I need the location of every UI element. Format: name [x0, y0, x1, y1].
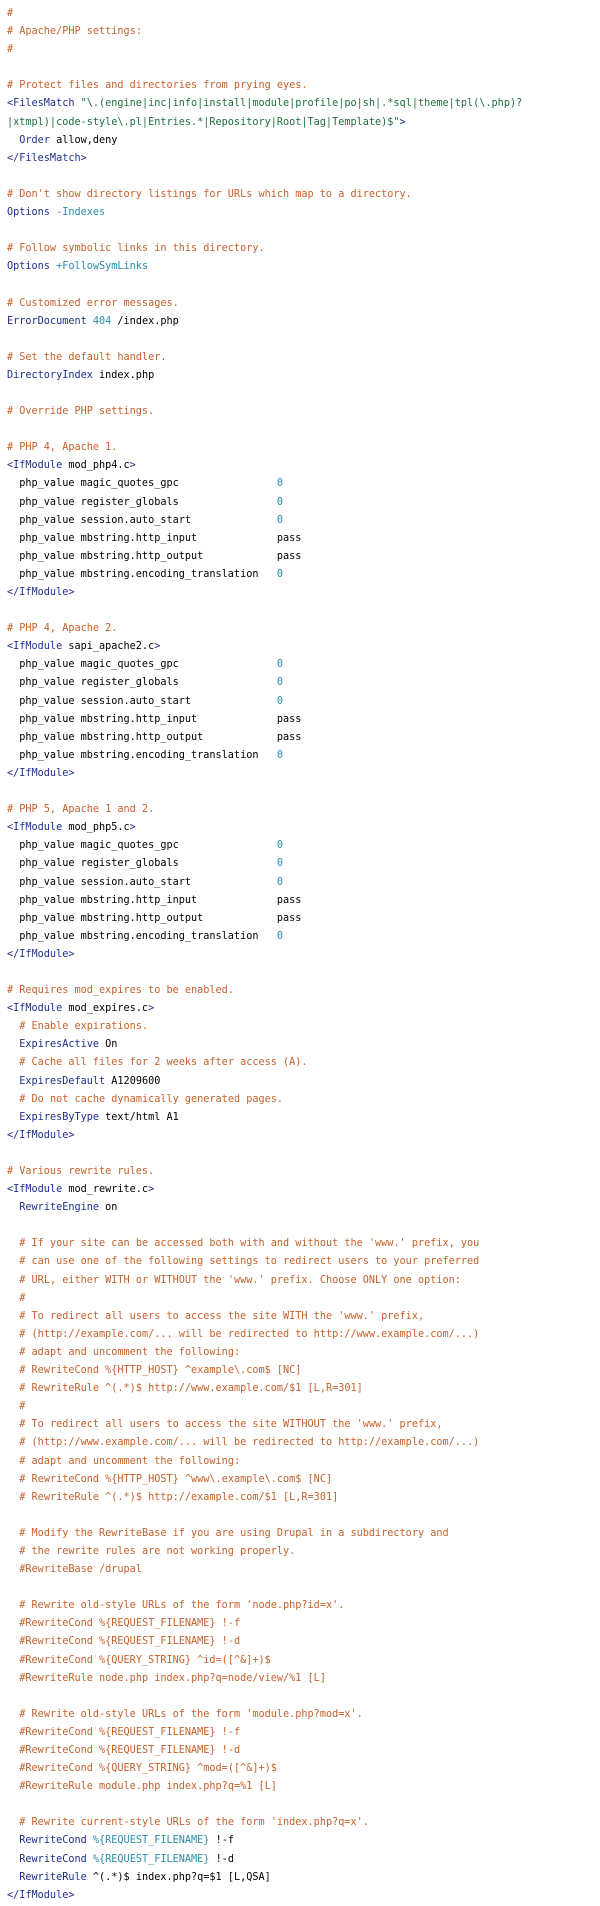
code-line — [7, 1778, 600, 1796]
value-token: +FollowSymLinks — [56, 261, 149, 273]
directive-token: <IfModule — [7, 1003, 63, 1015]
code-line — [7, 1760, 600, 1778]
text-token — [7, 1419, 19, 1430]
comment-token: # — [19, 1401, 26, 1413]
comment-token: #RewriteBase /drupal — [19, 1564, 142, 1576]
code-line — [7, 711, 600, 729]
code-line — [7, 874, 600, 892]
code-line — [7, 168, 600, 186]
text-token: php_value mbstring.http_output pass — [7, 550, 302, 562]
text-token: php_value mbstring.encoding_translation — [7, 930, 277, 942]
comment-token: # To redirect all users to access the site WITHOUT the 'www.' prefix, — [19, 1419, 443, 1431]
text-token: !-d — [209, 1853, 234, 1865]
code-line — [7, 222, 600, 240]
comment-token: # Enable expirations. — [19, 1021, 149, 1033]
code-line — [7, 258, 600, 276]
text-token — [7, 1817, 19, 1828]
code-line — [7, 1453, 600, 1471]
comment-token: #RewriteRule node.php index.php?q=node/view/%1 [L] — [19, 1672, 326, 1684]
directive-token: Options — [7, 261, 50, 273]
comment-token: # the rewrite rules are not working properly. — [19, 1545, 296, 1557]
code-line — [7, 132, 600, 150]
text-token: /index.php — [111, 315, 179, 327]
directive-token: </IfModule> — [7, 587, 75, 598]
comment-token: #RewriteCond %{QUERY_STRING} ^mod=([^&]+)$ — [19, 1763, 277, 1775]
comment-token: # Modify the RewriteBase if you are using Drupal in a subdirectory and — [19, 1527, 449, 1539]
value-token: 0 — [276, 496, 284, 508]
code-line — [7, 1471, 600, 1489]
text-token: php_value session.auto_start — [7, 514, 277, 526]
text-token — [7, 1745, 19, 1756]
code-line — [7, 566, 600, 584]
code-line — [7, 186, 600, 204]
comment-token: #RewriteCond %{REQUEST_FILENAME} !-d — [19, 1636, 241, 1648]
code-line — [7, 41, 600, 59]
text-token — [7, 1437, 19, 1448]
text-token — [7, 1456, 19, 1467]
comment-token: # PHP 5, Apache 1 and 2. — [7, 804, 155, 816]
comment-token: # Requires mod_expires to be enabled. — [7, 985, 234, 997]
text-token: on — [99, 1202, 118, 1214]
directive-token: <IfModule — [7, 460, 63, 472]
value-token: 0 — [276, 876, 284, 888]
text-token: sapi_apache2.c — [62, 641, 155, 653]
code-line — [7, 1018, 600, 1036]
text-token: php_value register_globals — [7, 677, 277, 689]
comment-token: # Various rewrite rules. — [7, 1166, 155, 1177]
code-line — [7, 457, 600, 475]
text-token — [7, 1365, 19, 1376]
directive-token: <FilesMatch — [7, 98, 81, 110]
value-token: 0 — [276, 677, 284, 689]
comment-token: # Override PHP settings. — [7, 406, 155, 418]
value-token: 0 — [276, 695, 284, 707]
code-line — [7, 729, 600, 747]
text-token — [7, 1492, 19, 1503]
text-token — [7, 135, 19, 146]
comment-token: # Protect files and directories from prying eyes. — [7, 80, 308, 92]
code-line — [7, 1814, 600, 1832]
directive-token: ExpiresActive — [19, 1039, 100, 1051]
comment-token: # can use one of the following settings to redirect users to your preferred — [19, 1256, 480, 1268]
code-line — [7, 1525, 600, 1543]
value-token: -Indexes — [56, 207, 106, 219]
code-line — [7, 385, 600, 403]
code-line — [7, 1543, 600, 1561]
directive-token: ExpiresDefault — [19, 1075, 106, 1087]
code-line — [7, 1109, 600, 1127]
code-line — [7, 512, 600, 530]
text-token: ^(.*)$ index.php?q=$1 [L,QSA] — [86, 1871, 271, 1883]
text-token — [7, 1383, 19, 1394]
directive-token: </FilesMatch> — [7, 152, 87, 164]
comment-token: # — [7, 44, 14, 56]
code-line — [7, 1688, 600, 1706]
code-line — [7, 59, 600, 77]
code-line — [7, 819, 600, 837]
code-line — [7, 928, 600, 946]
directive-token: RewriteCond — [19, 1835, 87, 1847]
code-line — [7, 421, 600, 439]
code-line — [7, 1253, 600, 1271]
code-line — [7, 602, 600, 620]
code-line — [7, 1235, 600, 1253]
code-line — [7, 1851, 600, 1869]
code-line — [7, 964, 600, 982]
code-line — [7, 1199, 600, 1217]
text-token — [7, 1347, 19, 1358]
comment-token: #RewriteRule module.php index.php?q=%1 [L] — [19, 1781, 277, 1793]
text-token — [7, 1781, 19, 1792]
code-line — [7, 892, 600, 910]
code-line — [7, 548, 600, 566]
comment-token: #RewriteCond %{QUERY_STRING} ^id=([^&]+)$ — [19, 1654, 271, 1666]
code-line — [7, 765, 600, 783]
directive-token: DirectoryIndex — [7, 369, 93, 381]
code-line — [7, 494, 600, 512]
code-line — [7, 1579, 600, 1597]
comment-token: # Apache/PHP settings: — [7, 26, 142, 38]
code-line — [7, 1181, 600, 1199]
directive-token: > — [399, 116, 406, 128]
text-token — [7, 1076, 19, 1087]
code-line — [7, 1054, 600, 1072]
code-line — [7, 1344, 600, 1362]
code-line — [7, 5, 600, 23]
comment-token: # adapt and uncomment the following: — [19, 1346, 241, 1358]
text-token — [7, 1238, 19, 1249]
code-line — [7, 638, 600, 656]
text-token — [7, 1039, 19, 1050]
comment-token: # RewriteCond %{HTTP_HOST} ^example\.com$ [NC] — [19, 1365, 302, 1377]
text-token: php_value mbstring.http_output pass — [7, 912, 302, 924]
code-line — [7, 1036, 600, 1054]
directive-token: Options — [7, 207, 50, 219]
comment-token: # URL, either WITH or WITHOUT the 'www.' prefix. Choose ONLY one option: — [19, 1274, 461, 1286]
text-token: php_value register_globals — [7, 496, 277, 508]
text-token — [7, 1094, 19, 1105]
comment-token: # If your site can be accessed both with and without the 'www.' prefix, you — [19, 1238, 480, 1250]
directive-token: RewriteCond — [19, 1853, 87, 1865]
code-line — [7, 1832, 600, 1850]
value-token: %{REQUEST_FILENAME} — [92, 1853, 210, 1865]
code-line — [7, 693, 600, 711]
text-token: A1209600 — [105, 1075, 161, 1087]
comment-token: # Set the default handler. — [7, 351, 167, 363]
value-token: 0 — [276, 514, 284, 526]
comment-token: # — [7, 8, 14, 19]
code-line — [7, 23, 600, 41]
value-token: %{REQUEST_FILENAME} — [92, 1835, 210, 1847]
directive-token: </IfModule> — [7, 948, 75, 960]
text-token: php_value session.auto_start — [7, 876, 277, 888]
code-line — [7, 204, 600, 222]
code-line — [7, 1615, 600, 1633]
text-token — [7, 1256, 19, 1267]
code-line — [7, 1670, 600, 1688]
text-token — [7, 1854, 19, 1865]
directive-token: > — [148, 1003, 155, 1015]
text-token — [7, 1727, 19, 1738]
code-line — [7, 276, 600, 294]
text-token: On — [99, 1039, 118, 1051]
text-token — [7, 1528, 19, 1539]
code-line — [7, 530, 600, 548]
text-token: mod_php4.c — [62, 460, 130, 472]
code-line — [7, 95, 600, 113]
text-token — [7, 1401, 19, 1412]
directive-token: <IfModule — [7, 1184, 63, 1196]
value-token: 0 — [276, 659, 284, 671]
text-token — [7, 1021, 19, 1032]
comment-token: # RewriteCond %{HTTP_HOST} ^www\.example\.com$ [NC] — [19, 1473, 333, 1485]
directive-token: > — [129, 460, 136, 472]
directive-token: > — [154, 641, 161, 653]
code-line — [7, 1489, 600, 1507]
code-line — [7, 910, 600, 928]
code-line — [7, 150, 600, 168]
text-token — [7, 1329, 19, 1340]
code-line — [7, 403, 600, 421]
text-token — [7, 1636, 19, 1647]
comment-token: # Rewrite current-style URLs of the form 'index.php?q=x'. — [19, 1817, 369, 1829]
code-line — [7, 313, 600, 331]
comment-token: # RewriteRule ^(.*)$ http://www.example.com/$1 [L,R=301] — [19, 1383, 363, 1395]
code-line — [7, 1561, 600, 1579]
value-token: 404 — [92, 315, 112, 327]
code-line — [7, 656, 600, 674]
text-token: php_value mbstring.encoding_translation — [7, 749, 277, 761]
code-line — [7, 1706, 600, 1724]
directive-token: Order — [19, 134, 50, 146]
code-line — [7, 349, 600, 367]
code-line — [7, 837, 600, 855]
comment-token: # PHP 4, Apache 2. — [7, 623, 118, 635]
code-line — [7, 946, 600, 964]
text-token — [7, 1600, 19, 1611]
code-line — [7, 1308, 600, 1326]
comment-token: # Rewrite old-style URLs of the form 'module.php?mod=x'. — [19, 1708, 363, 1720]
text-token — [7, 1057, 19, 1068]
code-line — [7, 295, 600, 313]
code-line — [7, 1652, 600, 1670]
code-line — [7, 1145, 600, 1163]
comment-token: # (http://example.com/... will be redirected to http://www.example.com/...) — [19, 1328, 480, 1340]
value-token: 0 — [276, 930, 284, 942]
text-token — [7, 1872, 19, 1883]
code-line — [7, 982, 600, 1000]
directive-token: </IfModule> — [7, 1129, 75, 1141]
code-line — [7, 240, 600, 258]
text-token: php_value mbstring.http_input pass — [7, 713, 302, 725]
directive-token: </IfModule> — [7, 1889, 75, 1901]
text-token: php_value mbstring.http_input pass — [7, 532, 302, 544]
text-token: php_value register_globals — [7, 858, 277, 870]
code-line — [7, 1326, 600, 1344]
comment-token: # — [19, 1292, 26, 1304]
text-token: php_value magic_quotes_gpc — [7, 659, 277, 671]
code-line — [7, 1073, 600, 1091]
code-line — [7, 1507, 600, 1525]
comment-token: #RewriteCond %{REQUEST_FILENAME} !-f — [19, 1726, 241, 1738]
directive-token: ExpiresByType — [19, 1111, 100, 1123]
code-line — [7, 1633, 600, 1651]
directive-token: </IfModule> — [7, 767, 75, 779]
code-line — [7, 783, 600, 801]
text-token — [7, 1835, 19, 1846]
text-token: php_value magic_quotes_gpc — [7, 840, 277, 852]
text-token — [7, 1618, 19, 1629]
code-line — [7, 1887, 600, 1905]
text-token — [7, 1564, 19, 1575]
directive-token: > — [148, 1184, 155, 1196]
text-token — [7, 1763, 19, 1774]
directive-token: RewriteEngine — [19, 1202, 100, 1214]
directive-token: <IfModule — [7, 641, 63, 653]
text-token — [7, 1709, 19, 1720]
string-token: "\.(engine|inc|info|install|module|profile|po|sh|.*sql|theme|tpl(\.php)? — [80, 98, 523, 110]
code-line — [7, 1290, 600, 1308]
comment-token: # To redirect all users to access the site WITH the 'www.' prefix, — [19, 1310, 425, 1322]
text-token — [7, 1546, 19, 1557]
code-line — [7, 367, 600, 385]
text-token: mod_rewrite.c — [62, 1184, 149, 1196]
text-token — [7, 1311, 19, 1322]
text-token: mod_php5.c — [62, 822, 130, 834]
text-token — [7, 1275, 19, 1286]
value-token: 0 — [276, 749, 284, 761]
code-line — [7, 855, 600, 873]
comment-token: # adapt and uncomment the following: — [19, 1455, 241, 1467]
code-line — [7, 331, 600, 349]
comment-token: #RewriteCond %{REQUEST_FILENAME} !-d — [19, 1745, 241, 1756]
text-token: php_value magic_quotes_gpc — [7, 478, 277, 490]
code-line — [7, 1000, 600, 1018]
value-token: 0 — [276, 840, 284, 852]
code-line — [7, 1434, 600, 1452]
code-line — [7, 77, 600, 95]
code-line — [7, 1796, 600, 1814]
text-token — [7, 1673, 19, 1684]
code-line — [7, 620, 600, 638]
code-line — [7, 674, 600, 692]
code-line — [7, 1724, 600, 1742]
code-line — [7, 584, 600, 602]
text-token: php_value mbstring.http_input pass — [7, 894, 302, 906]
value-token: 0 — [276, 568, 284, 580]
text-token: index.php — [92, 369, 155, 381]
code-line — [7, 1869, 600, 1887]
code-line — [7, 114, 600, 132]
text-token — [7, 1655, 19, 1666]
code-line — [7, 1362, 600, 1380]
value-token: 0 — [276, 858, 284, 870]
code-line — [7, 1091, 600, 1109]
text-token: allow,deny — [49, 134, 118, 146]
code-line — [7, 1217, 600, 1235]
code-line — [7, 1742, 600, 1760]
text-token: php_value mbstring.http_output pass — [7, 731, 302, 743]
comment-token: #RewriteCond %{REQUEST_FILENAME} !-f — [19, 1618, 241, 1630]
code-line — [7, 801, 600, 819]
text-token — [7, 1293, 19, 1304]
text-token: text/html A1 — [99, 1111, 179, 1123]
comment-token: # Customized error messages. — [7, 297, 179, 309]
comment-token: # (http://www.example.com/... will be redirected to http://example.com/...) — [19, 1437, 480, 1449]
comment-token: # Rewrite old-style URLs of the form 'node.php?id=x'. — [19, 1600, 345, 1612]
comment-token: # Do not cache dynamically generated pages. — [19, 1093, 284, 1105]
code-line — [7, 475, 600, 493]
comment-token: # Cache all files for 2 weeks after access (A). — [19, 1057, 308, 1069]
text-token — [7, 1112, 19, 1123]
code-line — [7, 1163, 600, 1181]
code-line — [7, 1416, 600, 1434]
text-token: mod_expires.c — [62, 1003, 149, 1015]
comment-token: # RewriteRule ^(.*)$ http://example.com/$1 [L,R=301] — [19, 1491, 339, 1503]
value-token: 0 — [276, 478, 284, 490]
text-token — [7, 1474, 19, 1485]
directive-token: > — [129, 822, 136, 834]
comment-token: # Don't show directory listings for URLs which map to a directory. — [7, 188, 412, 200]
directive-token: ErrorDocument — [7, 315, 87, 327]
code-line — [7, 1597, 600, 1615]
text-token: !-f — [209, 1835, 234, 1847]
text-token: php_value session.auto_start — [7, 695, 277, 707]
text-token — [7, 1202, 19, 1213]
code-line — [7, 439, 600, 457]
code-line — [7, 1380, 600, 1398]
code-line — [7, 1272, 600, 1290]
directive-token: <IfModule — [7, 822, 63, 834]
string-token: |xtmpl)|code-style\.pl|Entries.*|Repository|Root|Tag|Template)$" — [7, 116, 400, 128]
code-line — [7, 1398, 600, 1416]
comment-token: # Follow symbolic links in this directory. — [7, 243, 265, 255]
directive-token: RewriteRule — [19, 1871, 87, 1883]
code-line — [7, 747, 600, 765]
text-token: php_value mbstring.encoding_translation — [7, 568, 277, 580]
code-line — [7, 1127, 600, 1145]
comment-token: # PHP 4, Apache 1. — [7, 442, 118, 454]
